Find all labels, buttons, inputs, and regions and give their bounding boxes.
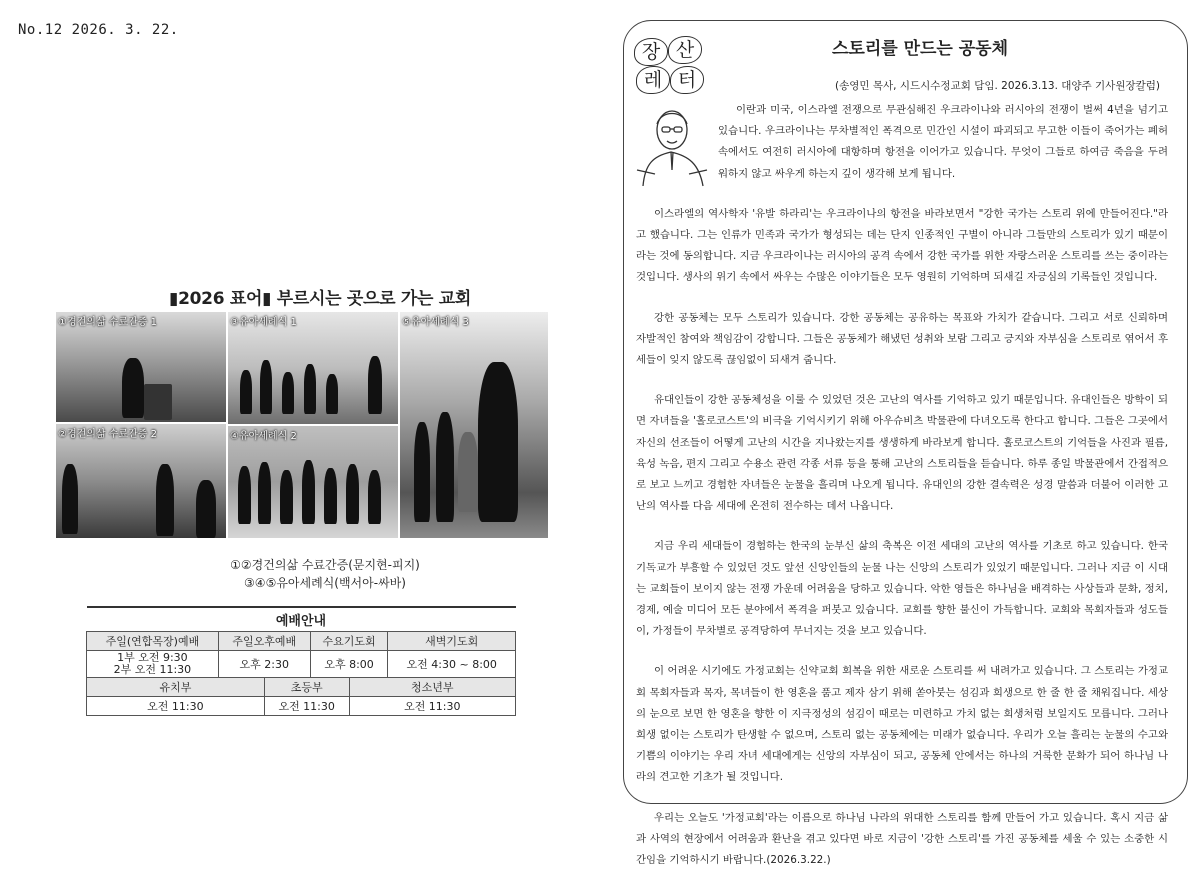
photo-baptism-2: [228, 426, 398, 538]
logo-char: 터: [670, 66, 704, 94]
logo-char: 장: [634, 38, 668, 66]
letter-paragraph: 이스라엘의 역사학자 '유발 하라리'는 우크라이나의 항전을 바라보면서 "강한 국가는 스토리 위에 만들어진다."라고 했습니다. 그는 인류가 민족과 국가가 형성되는 데는 단지 인종적인 구별이 아니라 그들만의 스토리가 있기 때문이라는 것에 동의합니다. 지금 우크라이나는 러시아의 공격 속에서 강한 국가를 위한 자랑스러운 스토리를 쓰는 중이라는 것입니다. 생사의 위기 속에서 싸우는 수많은 이야기들은 모두 영원히 기억하며 되새길 자긍심의 기록들인 것입니다.: [636, 207, 1168, 284]
photo-label: ④유아세례식 2: [230, 431, 297, 442]
caption-line: ③④⑤유아세례식(백서아-싸바): [244, 576, 406, 590]
schedule-header: 수요기도회: [310, 632, 388, 651]
photo-testimony-1: [56, 312, 226, 422]
photo-label: ②경건의삶 수료간증 2: [58, 429, 157, 440]
letter-byline: (송영민 목사, 시드시수정교회 담임. 2026.3.13. 대양주 기사원장칼럼): [835, 80, 1160, 92]
letter-paragraph: 강한 공동체는 모두 스토리가 있습니다. 강한 공동체는 공유하는 목표와 가치가 같습니다. 그리고 서로 신뢰하며 자발적인 참여와 책임감이 강합니다. 그들은 공동체가 해냈던 성취와 보람 그리고 긍지와 자부심을 스토리로 엮어서 후세들이 잊지 않도록 끊임없이 되새겨 줍니다.: [636, 311, 1168, 367]
schedule-header: 주일(연합목장)예배: [87, 632, 219, 651]
schedule-cell: [87, 651, 219, 678]
dept-header: 초등부: [264, 678, 349, 697]
logo-char: 산: [668, 36, 702, 64]
schedule-time: 2부 오전 11:30: [113, 663, 192, 676]
logo-char: 레: [636, 66, 670, 94]
photo-caption: [150, 556, 500, 592]
photo-label: ③유아세례식 1: [230, 317, 297, 328]
letter-paragraph: 이 어려운 시기에도 가정교회는 신약교회 회복을 위한 새로운 스토리를 써 내려가고 있습니다. 그 스토리는 가정교회 목회자들과 목자, 목녀들이 한 영혼을 품고 제자 삼기 위해 쏟아붓는 섬김과 희생으로 한 줄 한 줄 채워집니다. 세상의 눈으로 보면 한 영혼을 향한 이 지극정성의 섬김이 때로는 미련하고 가치 없는 희생처럼 보일지도 모릅니다. 그러나 희생 없이는 스토리가 탄생할 수 없으며, 스토리 없는 공동체에는 미래가 없습니다. 우리가 오늘 흘리는 눈물의 수고와 기쁨의 이야기는 우리 자녀 세대에게는 신앙의 자부심이 되고, 공동체 안에서는 하나의 거룩한 문화가 되어 하나님 나라의 견고한 기초가 될 것입니다.: [636, 665, 1168, 784]
photo-baptism-1: [228, 312, 398, 424]
schedule-cell: 오전 4:30 ~ 8:00: [388, 651, 516, 678]
letter-paragraph: 우리는 오늘도 '가정교회'라는 이름으로 하나님 나라의 위대한 스토리를 함께 만들어 가고 있습니다. 혹시 지금 삶과 사역의 현장에서 어려움과 환난을 겪고 있다면 바로 지금이 '강한 스토리'를 가진 공동체를 세울 수 있는 소중한 시간임을 기억하시기 바랍니다.(2026.3.22.): [636, 811, 1168, 867]
schedule-cell: 오후 2:30: [218, 651, 310, 678]
schedule-time: 1부 오전 9:30: [117, 651, 188, 664]
dept-time: 오전 11:30: [349, 697, 515, 716]
photo-baptism-3: [400, 312, 548, 538]
photo-testimony-2: [56, 424, 226, 538]
letter-title: 스토리를 만드는 공동체: [831, 39, 1009, 59]
schedule-header: 새벽기도회: [388, 632, 516, 651]
letter-logo: [630, 36, 706, 96]
photo-label: ①경건의삶 수료간증 1: [58, 317, 157, 328]
letter-paragraph: 유대인들이 강한 공동체성을 이룰 수 있었던 것은 고난의 역사를 기억하고 있기 때문입니다. 유대인들은 방학이 되면 자녀들을 '홀로코스트'의 비극을 기억시키기 위해 아우슈비츠 박물관에 다녀오도록 한다고 합니다. 그들은 그곳에서 자신의 선조들이 어떻게 고난의 시간을 지나왔는지를 생생하게 바라보게 합니다. 홀로코스트의 기억들을 사진과 필름, 육성 녹음, 편지 그리고 수용소 관련 각종 서류 등을 통해 고난의 스토리들을 듣습니다. 하루 종일 박물관에서 간접적으로 보고 느끼고 경험한 자녀들은 눈물을 흘리며 나오게 됩니다. 유대인의 강한 결속력은 성경 말씀과 더불어 이러한 고난의 역사를 다음 세대에 온전히 전수하는 데서 나옵니다.: [636, 394, 1168, 513]
schedule-title: 예배안내: [87, 607, 516, 632]
worship-schedule-table: [86, 606, 516, 716]
photo-label: ⑤유아세례식 3: [402, 317, 469, 328]
photo-collage: [56, 312, 548, 538]
schedule-cell: 오후 8:00: [310, 651, 388, 678]
annual-motto: ▮2026 표어▮ 부르시는 곳으로 가는 교회: [169, 289, 471, 309]
schedule-header: 주일오후예배: [218, 632, 310, 651]
dept-header: 청소년부: [349, 678, 515, 697]
letter-body: [636, 100, 1168, 890]
letter-paragraph: 이란과 미국, 이스라엘 전쟁으로 무관심해진 우크라이나와 러시아의 전쟁이 벌써 4년을 넘기고 있습니다. 우크라이나는 무차별적인 폭격으로 민간인 시설이 파괴되고 무고한 이들이 죽어가는 폐허 속에서도 여전히 러시아에 대항하며 항전을 이어가고 있습니다. 무엇이 그들로 하여금 죽음을 두려워하지 않고 싸우게 하는지 깊이 생각해 보게 됩니다.: [718, 104, 1168, 180]
dept-header: 유치부: [87, 678, 265, 697]
caption-line: ①②경건의삶 수료간증(문지현-피지): [230, 558, 420, 572]
issue-date: No.12 2026. 3. 22.: [18, 22, 179, 38]
letter-paragraph: 지금 우리 세대들이 경험하는 한국의 눈부신 삶의 축복은 이전 세대의 고난의 역사를 기초로 하고 있습니다. 한국 기독교가 부흥할 수 있었던 것도 앞선 신앙인들의 눈물 나는 신앙의 스토리가 있었기 때문입니다. 그러나 지금 이 시대는 교회들이 보이지 않는 전쟁 가운데 어려움을 당하고 있습니다. 악한 영들은 하나님을 배격하는 사상들과 문화, 정치, 경제, 예술 미디어 모든 분야에서 폭격을 퍼붓고 있습니다. 교회를 향한 불신이 가득합니다. 교회와 목회자들과 성도들이, 가정들이 무차별로 공격당하여 무너지는 것을 보고 있습니다.: [636, 540, 1168, 638]
dept-time: 오전 11:30: [264, 697, 349, 716]
dept-time: 오전 11:30: [87, 697, 265, 716]
